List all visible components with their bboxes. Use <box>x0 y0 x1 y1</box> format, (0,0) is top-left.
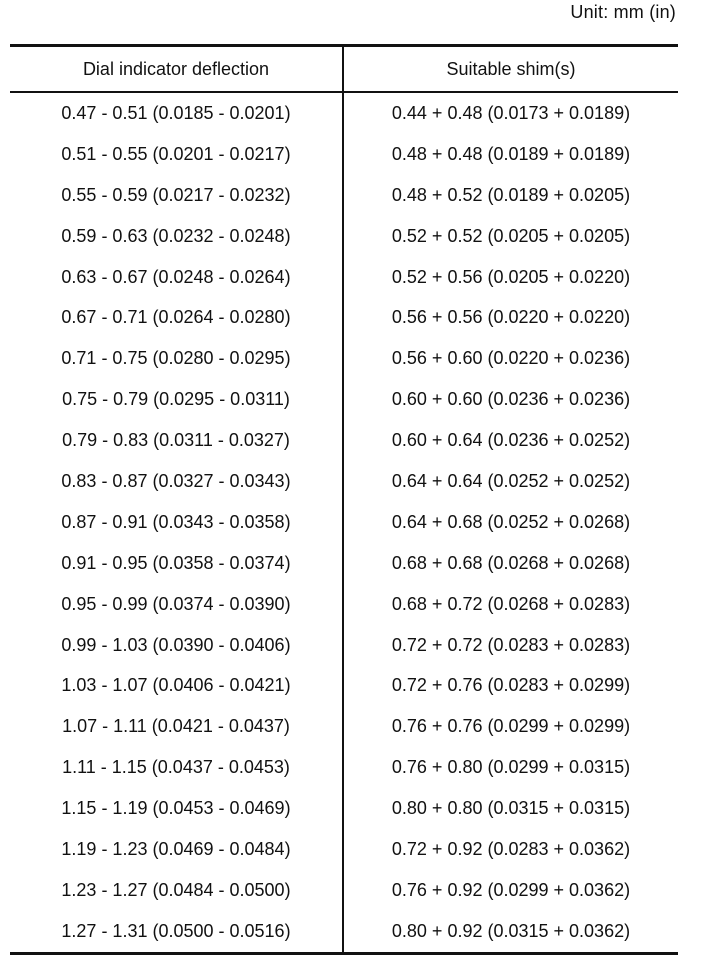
shim-cell: 0.52 + 0.52 (0.0205 + 0.0205) <box>391 225 631 246</box>
deflection-cell: 1.03 - 1.07 (0.0406 - 0.0421) <box>10 665 343 706</box>
table-row <box>10 747 678 788</box>
shim-cell: 0.72 + 0.92 (0.0283 + 0.0362) <box>391 838 631 859</box>
deflection-cell: 1.11 - 1.15 (0.0437 - 0.0453) <box>10 747 343 788</box>
header-suitable-shims: Suitable shim(s) <box>446 58 576 79</box>
shim-cell: 0.48 + 0.52 (0.0189 + 0.0205) <box>391 184 631 205</box>
table-row <box>10 870 678 911</box>
shim-cell: 0.64 + 0.64 (0.0252 + 0.0252) <box>391 470 631 491</box>
shim-cell: 0.56 + 0.60 (0.0220 + 0.0236) <box>391 348 631 369</box>
table-row <box>10 216 678 257</box>
table-row <box>10 543 678 584</box>
table-row <box>10 706 678 747</box>
deflection-cell: 0.87 - 0.91 (0.0343 - 0.0358) <box>10 502 343 543</box>
table-row <box>10 584 678 625</box>
shim-cell: 0.76 + 0.80 (0.0299 + 0.0315) <box>391 757 631 778</box>
shim-cell: 0.80 + 0.80 (0.0315 + 0.0315) <box>391 798 631 819</box>
header-dial-indicator-deflection: Dial indicator deflection <box>10 46 343 93</box>
table-row <box>10 829 678 870</box>
deflection-cell: 0.59 - 0.63 (0.0232 - 0.0248) <box>10 216 343 257</box>
table-row <box>10 625 678 666</box>
table-row <box>10 175 678 216</box>
shim-cell: 0.52 + 0.56 (0.0205 + 0.0220) <box>391 266 631 287</box>
table-row <box>10 911 678 954</box>
table-row <box>10 379 678 420</box>
deflection-cell: 1.19 - 1.23 (0.0469 - 0.0484) <box>10 829 343 870</box>
table-row <box>10 297 678 338</box>
shim-cell: 0.48 + 0.48 (0.0189 + 0.0189) <box>391 143 631 164</box>
shim-cell: 0.76 + 0.92 (0.0299 + 0.0362) <box>391 879 631 900</box>
header-row <box>10 46 678 93</box>
deflection-cell: 0.91 - 0.95 (0.0358 - 0.0374) <box>10 543 343 584</box>
shim-cell: 0.76 + 0.76 (0.0299 + 0.0299) <box>391 716 631 737</box>
table-row <box>10 665 678 706</box>
table-row <box>10 502 678 543</box>
table-bottom-rule <box>10 952 678 955</box>
shim-cell: 0.80 + 0.92 (0.0315 + 0.0362) <box>391 920 631 941</box>
table-row <box>10 338 678 379</box>
shim-cell: 0.44 + 0.48 (0.0173 + 0.0189) <box>391 102 631 123</box>
shim-cell: 0.64 + 0.68 (0.0252 + 0.0268) <box>391 511 631 532</box>
table-row <box>10 257 678 298</box>
deflection-cell: 0.63 - 0.67 (0.0248 - 0.0264) <box>10 257 343 298</box>
deflection-cell: 1.07 - 1.11 (0.0421 - 0.0437) <box>10 706 343 747</box>
shim-selection-table-container <box>10 44 678 954</box>
deflection-cell: 0.55 - 0.59 (0.0217 - 0.0232) <box>10 175 343 216</box>
deflection-cell: 1.15 - 1.19 (0.0453 - 0.0469) <box>10 788 343 829</box>
table-row <box>10 461 678 502</box>
table-row <box>10 788 678 829</box>
deflection-cell: 1.27 - 1.31 (0.0500 - 0.0516) <box>10 911 343 954</box>
table-header <box>10 46 678 93</box>
shim-selection-table <box>10 44 678 954</box>
table-body <box>10 92 678 954</box>
shim-cell: 0.60 + 0.64 (0.0236 + 0.0252) <box>391 430 631 451</box>
deflection-cell: 0.47 - 0.51 (0.0185 - 0.0201) <box>10 92 343 134</box>
shim-cell: 0.68 + 0.68 (0.0268 + 0.0268) <box>391 552 631 573</box>
shim-cell: 0.68 + 0.72 (0.0268 + 0.0283) <box>391 593 631 614</box>
deflection-cell: 0.67 - 0.71 (0.0264 - 0.0280) <box>10 297 343 338</box>
shim-cell: 0.72 + 0.76 (0.0283 + 0.0299) <box>391 675 631 696</box>
shim-cell: 0.60 + 0.60 (0.0236 + 0.0236) <box>391 389 631 410</box>
deflection-cell: 0.79 - 0.83 (0.0311 - 0.0327) <box>10 420 343 461</box>
shim-cell: 0.72 + 0.72 (0.0283 + 0.0283) <box>391 634 631 655</box>
deflection-cell: 0.75 - 0.79 (0.0295 - 0.0311) <box>10 379 343 420</box>
deflection-cell: 0.51 - 0.55 (0.0201 - 0.0217) <box>10 134 343 175</box>
shim-cell: 0.56 + 0.56 (0.0220 + 0.0220) <box>391 307 631 328</box>
table-row <box>10 420 678 461</box>
deflection-cell: 0.99 - 1.03 (0.0390 - 0.0406) <box>10 625 343 666</box>
deflection-cell: 0.71 - 0.75 (0.0280 - 0.0295) <box>10 338 343 379</box>
unit-label: Unit: mm (in) <box>570 2 676 22</box>
table-row <box>10 134 678 175</box>
deflection-cell: 0.95 - 0.99 (0.0374 - 0.0390) <box>10 584 343 625</box>
deflection-cell: 0.83 - 0.87 (0.0327 - 0.0343) <box>10 461 343 502</box>
table-row <box>10 92 678 134</box>
deflection-cell: 1.23 - 1.27 (0.0484 - 0.0500) <box>10 870 343 911</box>
